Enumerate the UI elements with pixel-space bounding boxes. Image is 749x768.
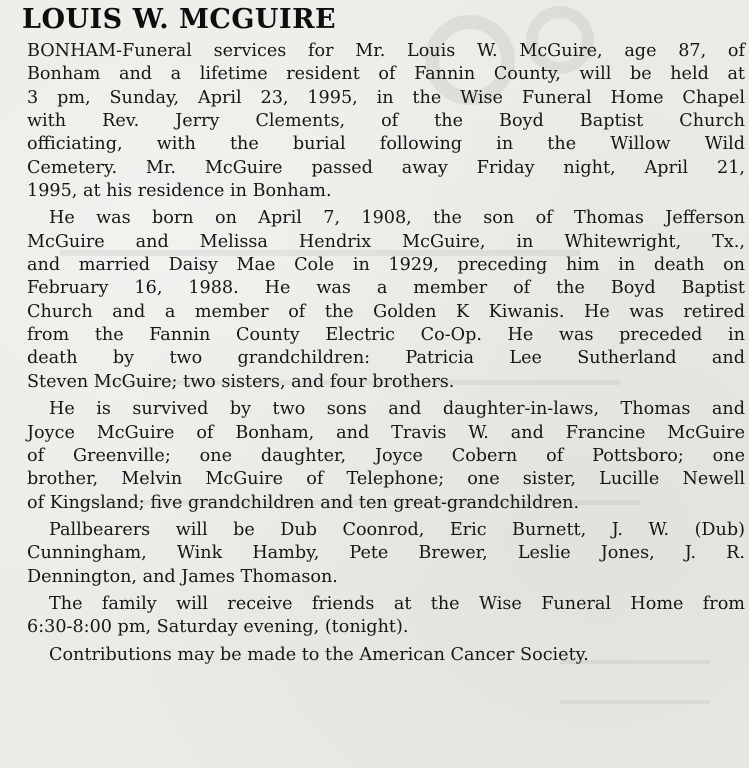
text-line: Church and a member of the Golden K Kiwanis. He was retired — [27, 301, 745, 322]
paragraph-biography — [27, 207, 745, 394]
paragraph-survivors — [27, 398, 745, 515]
text-line: brother, Melvin McGuire of Telephone; one sister, Lucille Newell — [27, 469, 745, 490]
text-line: The family will receive friends at the Wise Funeral Home from — [49, 593, 745, 614]
text-line: Bonham and a lifetime resident of Fannin County, will be held at — [27, 64, 745, 85]
text-line: Cunningham, Wink Hamby, Pete Brewer, Leslie Jones, J. R. — [27, 543, 745, 564]
text-line: and married Daisy Mae Cole in 1929, preceding him in death on — [27, 255, 745, 276]
text-line: of Greenville; one daughter, Joyce Cobern of Pottsboro; one — [27, 445, 745, 466]
text-line: He is survived by two sons and daughter-in-laws, Thomas and — [49, 399, 745, 420]
text-line: 1995, at his residence in Bonham. — [27, 181, 332, 202]
text-line: Cemetery. Mr. McGuire passed away Friday night, April 21, — [27, 157, 745, 178]
text-line: Dennington, and James Thomason. — [27, 566, 338, 587]
paragraph-pallbearers — [27, 519, 745, 589]
text-line: of Kingsland; five grandchildren and ten great-grandchildren. — [27, 492, 580, 513]
text-line: with Rev. Jerry Clements, of the Boyd Baptist Church — [27, 111, 745, 132]
text-line: Pallbearers will be Dub Coonrod, Eric Burnett, J. W. (Dub) — [49, 519, 745, 540]
obituary-headline: LOUIS W. MCGUIRE — [22, 4, 337, 35]
text-line: from the Fannin County Electric Co-Op. He was preceded in — [27, 325, 745, 346]
text-line: McGuire and Melissa Hendrix McGuire, in Whitewright, Tx., — [27, 231, 745, 252]
text-line: February 16, 1988. He was a member of the Boyd Baptist — [27, 278, 745, 299]
paragraph-visitation — [27, 593, 745, 640]
paragraph-service — [27, 40, 745, 203]
text-line: 3 pm, Sunday, April 23, 1995, in the Wise Funeral Home Chapel — [27, 87, 745, 108]
obituary-body — [27, 40, 745, 671]
text-line: BONHAM-Funeral services for Mr. Louis W. McGuire, age 87, of — [27, 41, 745, 61]
paragraph-contributions — [27, 644, 745, 667]
text-line: Steven McGuire; two sisters, and four brothers. — [27, 371, 455, 392]
text-line: officiating, with the burial following in the Willow Wild — [27, 134, 745, 155]
text-line: Contributions may be made to the American Cancer Society. — [49, 644, 589, 665]
text-line: 6:30-8:00 pm, Saturday evening, (tonight). — [27, 617, 409, 638]
text-line: death by two grandchildren: Patricia Lee Sutherland and — [27, 348, 745, 369]
text-line: He was born on April 7, 1908, the son of Thomas Jefferson — [49, 208, 745, 229]
text-line: Joyce McGuire of Bonham, and Travis W. and Francine McGuire — [27, 422, 745, 443]
